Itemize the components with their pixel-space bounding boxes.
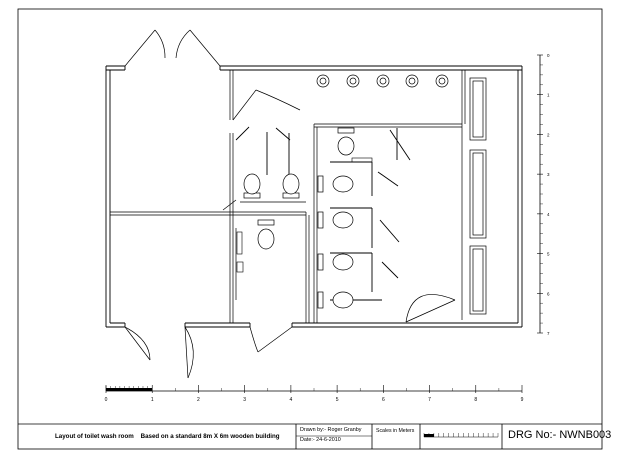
scale-label: 0 <box>547 53 550 58</box>
scale-label: 6 <box>381 397 385 403</box>
toilet-fixture <box>283 174 299 198</box>
drawing-subtitle: Based on a standard 8m X 6m wooden building <box>140 433 280 440</box>
scale-label: 6 <box>547 291 550 297</box>
scale-label: 9 <box>520 397 524 403</box>
horizontal-scale-labels <box>105 397 524 403</box>
scale-label: 4 <box>289 397 293 403</box>
toilet-fixture <box>244 174 260 198</box>
toilet-fixture <box>258 220 274 249</box>
scale-label: 1 <box>150 397 154 403</box>
vertical-scale-labels <box>547 53 550 336</box>
scale-label: 3 <box>243 397 247 403</box>
drawing-title-main: Layout of toilet wash room <box>55 433 134 440</box>
scale-note: Scales in Meters <box>376 428 415 434</box>
toilet-fixtures <box>244 128 354 308</box>
drawn-by: Drawn by:- Roger Granby <box>300 427 362 433</box>
scale-label: 2 <box>197 397 200 403</box>
drawing-date: Date:- 24-6-2010 <box>300 437 341 443</box>
toilet-fixture <box>318 254 353 270</box>
scale-label: 7 <box>547 331 550 336</box>
scale-label: 1 <box>547 92 550 98</box>
toilet-fixture <box>318 176 353 192</box>
toilet-fixture <box>318 212 353 228</box>
toilet-fixture <box>318 292 353 308</box>
scale-label: 7 <box>428 397 431 403</box>
scale-label: 8 <box>474 397 478 403</box>
door-swings <box>125 30 455 378</box>
horizontal-scale-ticks <box>106 385 522 393</box>
drawing-title <box>55 433 280 440</box>
drawing-number: DRG No:- NWNB003 <box>508 429 612 441</box>
urinal-troughs <box>470 78 486 314</box>
title-scale-ticks <box>424 433 498 437</box>
scale-label: 4 <box>547 211 550 217</box>
scale-label: 5 <box>335 397 339 403</box>
scale-label: 2 <box>547 132 550 138</box>
title-scale-bar <box>424 434 498 437</box>
scale-label: 5 <box>547 251 550 257</box>
toilet-fixture <box>338 128 354 155</box>
scale-label: 3 <box>547 172 550 178</box>
scale-label: 0 <box>104 397 108 403</box>
wash-basins <box>317 75 448 87</box>
